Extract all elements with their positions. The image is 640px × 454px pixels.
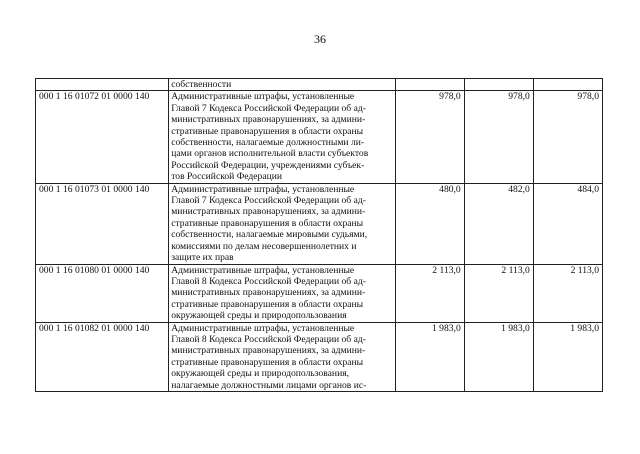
table-row [36,183,603,264]
table-row [36,322,603,391]
code-cell: 000 1 16 01073 01 0000 140 [36,183,169,264]
description-cell [169,91,395,183]
description-cell [169,264,395,322]
table-row-continuation [36,79,603,91]
value-cell-2: 1 983,0 [464,322,533,391]
table-row [36,91,603,183]
description-line: стративные правонарушения в области охраны [171,217,364,229]
description-line: Административные штрафы, установленные [171,91,355,103]
value-cell-1: 978,0 [395,91,464,183]
description-line: стративные правонарушения в области охраны [171,125,364,137]
description-line: окружающей среды и природопользования [171,310,347,322]
description-line: тов Российской Федерации [171,171,283,183]
value-cell-3: 978,0 [533,91,602,183]
description-line: министративных правонарушениях, за админи- [171,345,366,357]
description-line: окружающей среды и природопользования, [171,368,350,380]
description-line: собственности [171,79,232,90]
description-line: министративных правонарушениях, за админи- [171,287,366,299]
code-cell: 000 1 16 01082 01 0000 140 [36,322,169,391]
description-line: цами органов исполнительной власти субъектов [171,148,369,160]
description-cell [169,183,395,264]
value-cell-2: 2 113,0 [464,264,533,322]
value-cell-3: 1 983,0 [533,322,602,391]
description-line: Административные штрафы, установленные [171,322,355,334]
table-row [36,264,603,322]
description-line: собственности, налагаемые должностными ли- [171,137,365,149]
page-number: 36 [314,32,326,46]
value-cell-3: 2 113,0 [533,264,602,322]
description-line: стративные правонарушения в области охраны [171,298,364,310]
value-cell-2: 978,0 [464,91,533,183]
value-cell-2: 482,0 [464,183,533,264]
revenue-table [35,78,603,392]
value-cell-2 [464,79,533,91]
value-cell-3 [533,79,602,91]
description-line: Главой 8 Кодекса Российской Федерации об ад- [171,333,366,345]
description-line: Главой 8 Кодекса Российской Федерации об ад- [171,275,366,287]
description-cell [169,322,395,391]
description-line: министративных правонарушениях, за админи- [171,206,366,218]
description-line: Административные штрафы, установленные [171,264,355,276]
description-line: Российской Федерации, учреждениями субъек- [171,159,365,171]
description-line: защите их прав [171,252,234,264]
description-line: Административные штрафы, установленные [171,183,355,195]
description-line: налагаемые должностными лицами органов ис- [171,379,367,391]
description-line: комиссиями по делам несовершеннолетних и [171,240,357,252]
value-cell-1: 480,0 [395,183,464,264]
description-cell [169,79,395,91]
code-cell [36,79,169,91]
description-line: Главой 7 Кодекса Российской Федерации об ад- [171,102,366,114]
description-line: собственности, налагаемые мировыми судьями, [171,229,368,241]
code-cell: 000 1 16 01080 01 0000 140 [36,264,169,322]
value-cell-1 [395,79,464,91]
value-cell-3: 484,0 [533,183,602,264]
description-line: министративных правонарушениях, за админи- [171,114,366,126]
value-cell-1: 2 113,0 [395,264,464,322]
description-line: Главой 7 Кодекса Российской Федерации об ад- [171,195,366,207]
code-cell: 000 1 16 01072 01 0000 140 [36,91,169,183]
description-line: стративные правонарушения в области охраны [171,356,364,368]
value-cell-1: 1 983,0 [395,322,464,391]
